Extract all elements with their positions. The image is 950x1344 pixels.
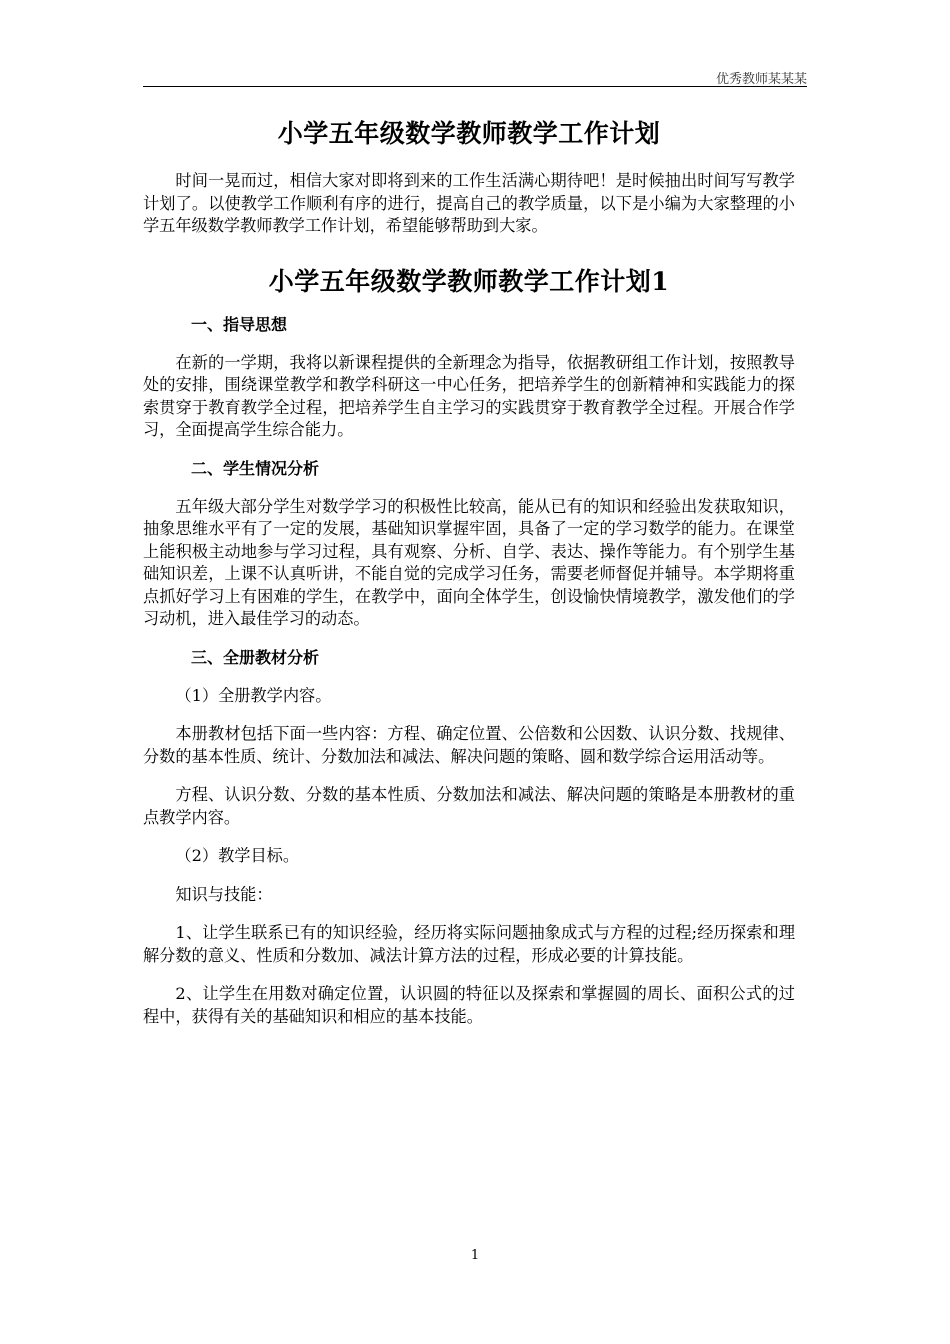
header-author: 优秀教师某某某 [715,72,807,87]
document-title: 小学五年级数学教师教学工作计划 [277,119,661,148]
knowledge-skills-label: 知识与技能： [175,884,273,904]
document-subtitle: 小学五年级数学教师教学工作计划1 [268,266,670,296]
teaching-content-paragraph: 本册教材包括下面一些内容：方程、确定位置、公倍数和公因数、认识分数、找规律、分数的基本性质、统计、分数加法和减法、解决问题的策略、圆和数学综合运用活动等。 [143,724,795,766]
guiding-ideas-paragraph: 在新的一学期，我将以新课程提供的全新理念为指导，依据教研组工作计划，按照教导处的安排，围绕课堂教学和教学科研这一中心任务，把培养学生的创新精神和实践能力的探索贯穿于教育教学全过程，把培养学生自主学习的实践贯穿于教育教学全过程。开展合作学习，全面提高学生综合能力。 [143,352,795,439]
section-heading-student-analysis: 二、学生情况分析 [191,458,320,478]
section-heading-textbook-analysis: 三、全册教材分析 [191,647,320,667]
key-content-paragraph: 方程、认识分数、分数的基本性质、分数加法和减法、解决问题的策略是本册教材的重点教学内容。 [143,785,795,827]
teaching-goals-label: （2）教学目标。 [175,846,300,865]
header-divider [143,86,807,87]
goal-item-1: 1、让学生联系已有的知识经验，经历将实际问题抽象成式与方程的过程;经历探索和理解分数的意义、性质和分数加、减法计算方法的过程，形成必要的计算技能。 [143,923,795,965]
section-heading-guiding-ideas: 一、指导思想 [191,314,288,334]
intro-paragraph: 时间一晃而过，相信大家对即将到来的工作生活满心期待吧！是时候抽出时间写写教学计划了。以使教学工作顺利有序的进行，提高自己的教学质量，以下是小编为大家整理的小学五年级数学教师教学工作计划，希望能够帮助到大家。 [143,171,795,235]
goal-item-2: 2、让学生在用数对确定位置，认识圆的特征以及探索和掌握圆的周长、面积公式的过程中，获得有关的基础知识和相应的基本技能。 [143,984,795,1026]
student-analysis-paragraph: 五年级大部分学生对数学学习的积极性比较高，能从已有的知识和经验出发获取知识，抽象思维水平有了一定的发展，基础知识掌握牢固，具备了一定的学习数学的能力。在课堂上能积极主动地参与学习过程，具有观察、分析、自学、表达、操作等能力。有个别学生基础知识差，上课不认真听讲，不能自觉的完成学习任务，需要老师督促并辅导。本学期将重点抓好学习上有困难的学生，在教学中，面向全体学生，创设愉快情境教学，激发他们的学习动机，进入最佳学习的动态。 [143,496,795,628]
document-body [143,112,795,1044]
page-number: 1 [470,1248,480,1263]
teaching-content-label: （1）全册教学内容。 [175,685,332,705]
